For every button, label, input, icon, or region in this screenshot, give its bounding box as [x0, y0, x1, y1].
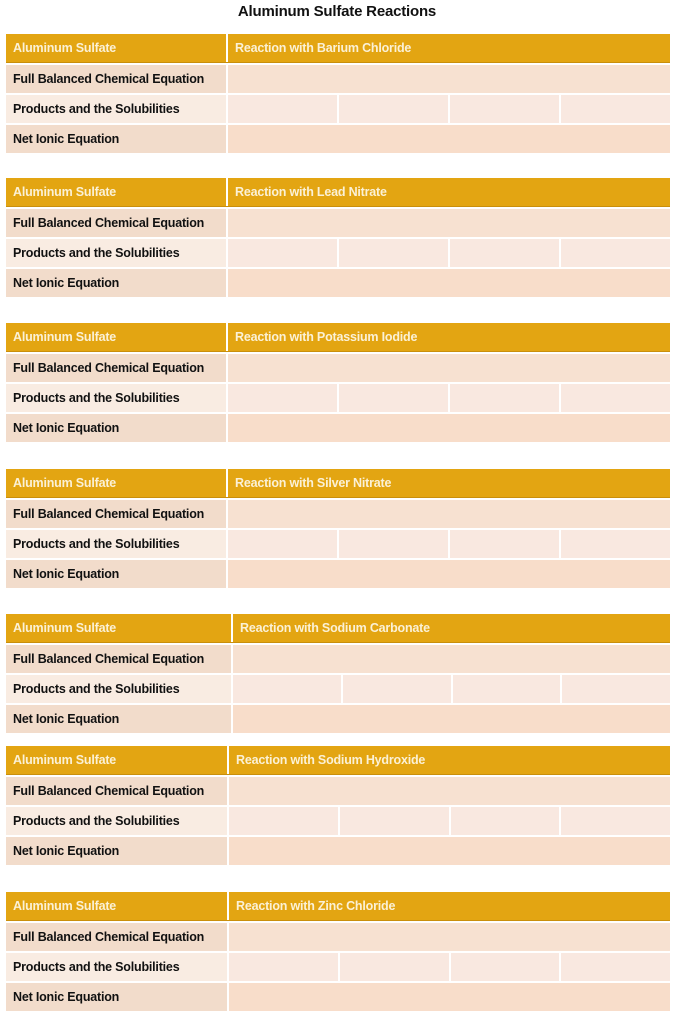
reactant-header: Aluminum Sulfate: [6, 34, 226, 62]
reaction-table-3: [6, 323, 670, 444]
product-cell-2[interactable]: [340, 953, 449, 981]
net-ionic-cell[interactable]: [228, 560, 670, 588]
product-cell-3[interactable]: [451, 807, 560, 835]
full-equation-row: [6, 209, 670, 237]
net-ionic-label: Net Ionic Equation: [6, 705, 231, 733]
table-header-row: [6, 614, 670, 643]
product-cell-1[interactable]: [233, 675, 341, 703]
net-ionic-cell[interactable]: [228, 125, 670, 153]
net-ionic-cell[interactable]: [233, 705, 670, 733]
products-label: Products and the Solubilities: [6, 239, 226, 267]
net-ionic-label: Net Ionic Equation: [6, 983, 227, 1011]
product-cell-4[interactable]: [561, 807, 670, 835]
products-cells: [228, 239, 670, 267]
full-equation-cell[interactable]: [228, 500, 670, 528]
full-equation-row: [6, 777, 670, 805]
full-equation-cell[interactable]: [228, 209, 670, 237]
full-equation-label: Full Balanced Chemical Equation: [6, 500, 226, 528]
products-label: Products and the Solubilities: [6, 675, 231, 703]
reactant-header: Aluminum Sulfate: [6, 614, 231, 642]
products-cells: [228, 530, 670, 558]
full-equation-label: Full Balanced Chemical Equation: [6, 65, 226, 93]
products-label: Products and the Solubilities: [6, 530, 226, 558]
net-ionic-label: Net Ionic Equation: [6, 414, 226, 442]
reaction-table-6: [6, 746, 670, 867]
reaction-table-5: [6, 614, 670, 735]
full-equation-label: Full Balanced Chemical Equation: [6, 209, 226, 237]
net-ionic-label: Net Ionic Equation: [6, 837, 227, 865]
table-header-row: [6, 746, 670, 775]
product-cell-4[interactable]: [562, 675, 670, 703]
table-header-row: [6, 178, 670, 207]
full-equation-cell[interactable]: [233, 645, 670, 673]
product-cell-4[interactable]: [561, 239, 670, 267]
full-equation-label: Full Balanced Chemical Equation: [6, 923, 227, 951]
product-cell-1[interactable]: [229, 953, 338, 981]
reactant-header: Aluminum Sulfate: [6, 178, 226, 206]
product-cell-2[interactable]: [339, 239, 448, 267]
product-cell-3[interactable]: [450, 95, 559, 123]
reactant-header: Aluminum Sulfate: [6, 746, 227, 774]
reaction-header: Reaction with Lead Nitrate: [228, 178, 670, 206]
reaction-table-2: [6, 178, 670, 299]
net-ionic-row: [6, 705, 670, 733]
table-header-row: [6, 469, 670, 498]
full-equation-row: [6, 923, 670, 951]
product-cell-2[interactable]: [340, 807, 449, 835]
products-row: [6, 239, 670, 267]
full-equation-row: [6, 354, 670, 382]
net-ionic-row: [6, 837, 670, 865]
product-cell-3[interactable]: [453, 675, 561, 703]
products-row: [6, 953, 670, 981]
net-ionic-row: [6, 125, 670, 153]
full-equation-label: Full Balanced Chemical Equation: [6, 645, 231, 673]
product-cell-1[interactable]: [228, 530, 337, 558]
products-cells: [229, 807, 670, 835]
full-equation-cell[interactable]: [229, 923, 670, 951]
product-cell-4[interactable]: [561, 95, 670, 123]
full-equation-cell[interactable]: [229, 777, 670, 805]
product-cell-2[interactable]: [339, 530, 448, 558]
product-cell-4[interactable]: [561, 953, 670, 981]
products-row: [6, 807, 670, 835]
reaction-header: Reaction with Zinc Chloride: [229, 892, 670, 920]
product-cell-1[interactable]: [228, 239, 337, 267]
product-cell-2[interactable]: [339, 384, 448, 412]
full-equation-row: [6, 500, 670, 528]
net-ionic-cell[interactable]: [229, 837, 670, 865]
reactant-header: Aluminum Sulfate: [6, 469, 226, 497]
products-label: Products and the Solubilities: [6, 807, 227, 835]
page-title: Aluminum Sulfate Reactions: [237, 3, 437, 20]
full-equation-cell[interactable]: [228, 65, 670, 93]
products-label: Products and the Solubilities: [6, 384, 226, 412]
products-cells: [229, 953, 670, 981]
net-ionic-row: [6, 560, 670, 588]
product-cell-3[interactable]: [450, 530, 559, 558]
net-ionic-row: [6, 269, 670, 297]
product-cell-3[interactable]: [451, 953, 560, 981]
net-ionic-label: Net Ionic Equation: [6, 269, 226, 297]
products-row: [6, 675, 670, 703]
products-row: [6, 530, 670, 558]
product-cell-1[interactable]: [228, 95, 337, 123]
net-ionic-label: Net Ionic Equation: [6, 560, 226, 588]
net-ionic-cell[interactable]: [228, 414, 670, 442]
product-cell-2[interactable]: [343, 675, 451, 703]
product-cell-3[interactable]: [450, 384, 559, 412]
product-cell-1[interactable]: [229, 807, 338, 835]
products-cells: [228, 384, 670, 412]
table-header-row: [6, 323, 670, 352]
net-ionic-row: [6, 414, 670, 442]
products-label: Products and the Solubilities: [6, 95, 226, 123]
products-row: [6, 384, 670, 412]
products-row: [6, 95, 670, 123]
product-cell-4[interactable]: [561, 530, 670, 558]
reaction-header: Reaction with Potassium Iodide: [228, 323, 670, 351]
products-cells: [228, 95, 670, 123]
full-equation-label: Full Balanced Chemical Equation: [6, 354, 226, 382]
full-equation-cell[interactable]: [228, 354, 670, 382]
products-label: Products and the Solubilities: [6, 953, 227, 981]
reaction-header: Reaction with Sodium Hydroxide: [229, 746, 670, 774]
product-cell-3[interactable]: [450, 239, 559, 267]
net-ionic-cell[interactable]: [228, 269, 670, 297]
reactant-header: Aluminum Sulfate: [6, 323, 226, 351]
products-cells: [233, 675, 670, 703]
reaction-header: Reaction with Barium Chloride: [228, 34, 670, 62]
product-cell-1[interactable]: [228, 384, 337, 412]
table-header-row: [6, 34, 670, 63]
product-cell-2[interactable]: [339, 95, 448, 123]
reaction-table-7: [6, 892, 670, 1013]
reaction-table-4: [6, 469, 670, 590]
net-ionic-label: Net Ionic Equation: [6, 125, 226, 153]
full-equation-row: [6, 645, 670, 673]
reaction-table-1: [6, 34, 670, 155]
table-header-row: [6, 892, 670, 921]
full-equation-label: Full Balanced Chemical Equation: [6, 777, 227, 805]
net-ionic-cell[interactable]: [229, 983, 670, 1011]
net-ionic-row: [6, 983, 670, 1011]
full-equation-row: [6, 65, 670, 93]
reactant-header: Aluminum Sulfate: [6, 892, 227, 920]
product-cell-4[interactable]: [561, 384, 670, 412]
reaction-header: Reaction with Sodium Carbonate: [233, 614, 670, 642]
reaction-header: Reaction with Silver Nitrate: [228, 469, 670, 497]
